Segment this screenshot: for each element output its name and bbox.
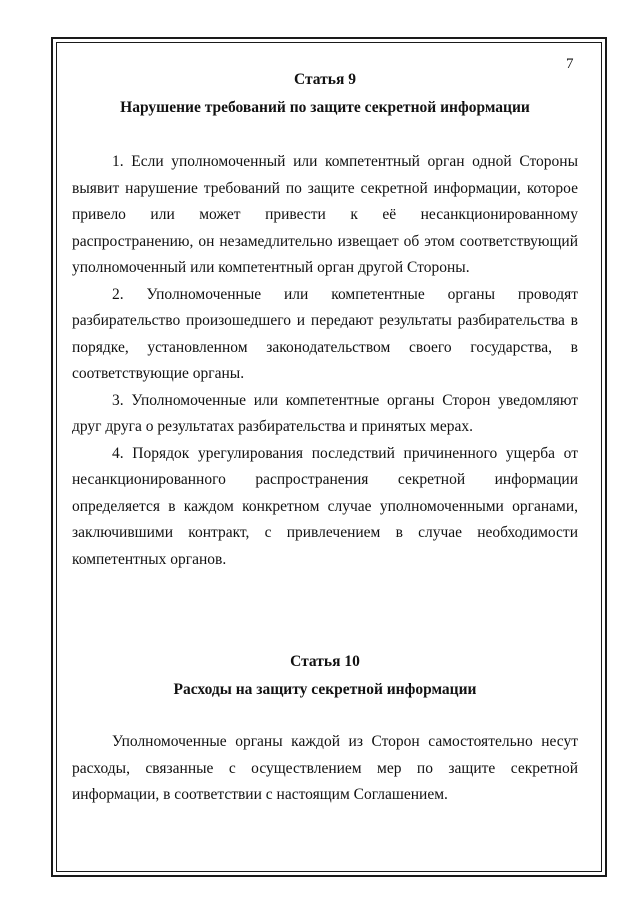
paragraph: 3. Уполномоченные или компетентные органы Сторон уведомляют друг друга о результатах разбирательства и принятых мерах. — [72, 391, 578, 435]
paragraph: 1. Если уполномоченный или компетентный орган одной Стороны выявит нарушение требований по защите секретной информации, которое привело или может привести к её несанкционированному распространению, он незамедлительно извещает об этом соответствующий уполномоченный или компетентный орган другой Стороны. — [72, 153, 578, 276]
article-heading: Расходы на защиту секретной информации — [173, 681, 477, 698]
paragraph: 4. Порядок урегулирования последствий причиненного ущерба от несанкционированного распространения секретной информации определяется в каждом конкретном случае уполномоченными органами, заключившими контракт, с привлечением в случае необходимости компетентных органов. — [72, 444, 578, 568]
page-number: 7 — [566, 56, 574, 72]
article-body — [72, 729, 578, 809]
article-10 — [72, 653, 578, 809]
paragraph: Уполномоченные органы каждой из Сторон самостоятельно несут расходы, связанные с осуществлением мер по защите секретной информации, в соответствии с настоящим Соглашением. — [72, 733, 578, 803]
article-heading: Нарушение требований по защите секретной информации — [120, 99, 530, 116]
document-body — [72, 71, 578, 803]
article-body — [72, 149, 578, 573]
paragraph: 2. Уполномоченные или компетентные органы проводят разбирательство произошедшего и передают результаты разбирательства в порядке, установленном законодательством своего государства, в соответствующие органы. — [72, 285, 578, 382]
article-title: Статья 10 — [290, 653, 360, 670]
article-title: Статья 9 — [294, 71, 356, 88]
article-9 — [72, 71, 578, 573]
